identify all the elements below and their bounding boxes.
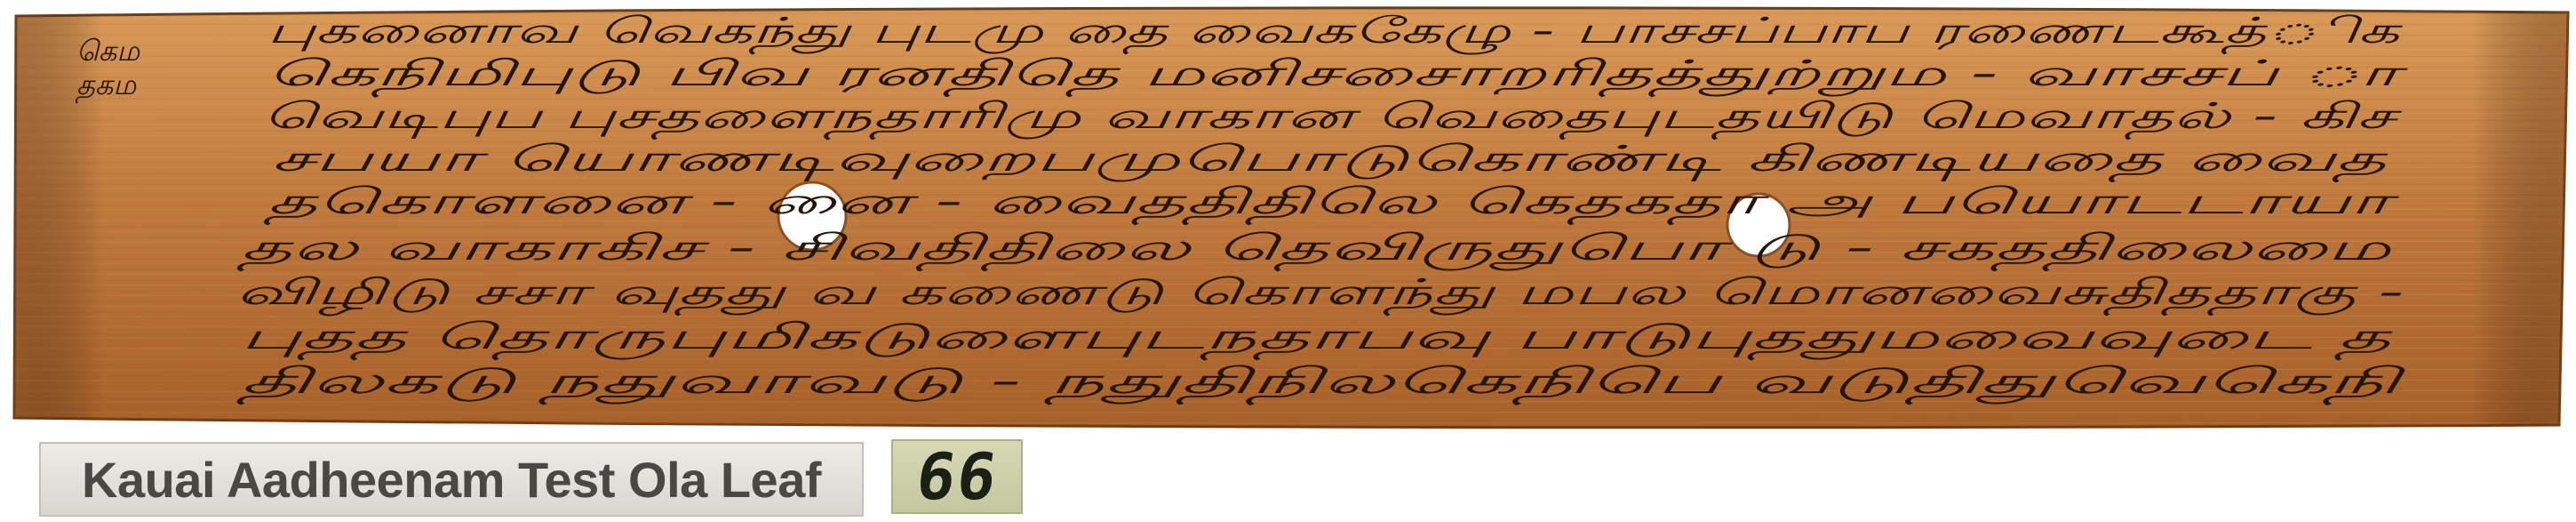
manuscript-line-1: புகனைாவ வெகந்து புடமு தை வைககேழு - பாசசப்பாப ரணைடகூத்ிக [267,11,1433,52]
manuscript-line-5: தகொளனை - னை - வைததிதிலெ கெதகதா அ பயொடடாயா [267,181,1243,222]
caption-text: Kauai Aadheenam Test Ola Leaf [82,451,821,508]
manuscript-line-2: கெநிமிபுடு பிவ ரனதிதெ மனிசசைாறரிதத்துற்றும - வாசசப் ா [267,53,1256,94]
caption-label [39,442,864,517]
manuscript-line-8: புதத தொருபுமிகடுளைபுடநதாபவு பாடுபுததுமவைவுடை த [240,317,1184,357]
margin-line-2: தகம [76,68,137,101]
manuscript-line-4: சபயா யொணடிவுறைபமுபொடுகொண்டி கிணடியதை வைத [271,139,1236,180]
manuscript-line-7: விழிடு சசா வுதது வ கணைடு கொளந்து மபல மொனவைசுதிததாகு - [235,272,1324,313]
page-counter-display [891,439,1023,514]
manuscript-line-9: திலகடு நதுவாவடு - நதுதிநிலகெநிபெ வடுதிதுவெகெநி [240,361,1126,402]
page-counter-value: 66 [911,439,1003,514]
manuscript-line-3: வெடிபுப புசதளைநதாரிமு வாகான வெதைபுடதயிடு மெவாதல் - கிச [262,96,1354,137]
manuscript-line-6: தல வாகாகிச - சிவதிதிலை தெவிருதுபொ டு - சகததிலைமை [240,228,1203,269]
margin-line-1: கெம [76,34,140,68]
